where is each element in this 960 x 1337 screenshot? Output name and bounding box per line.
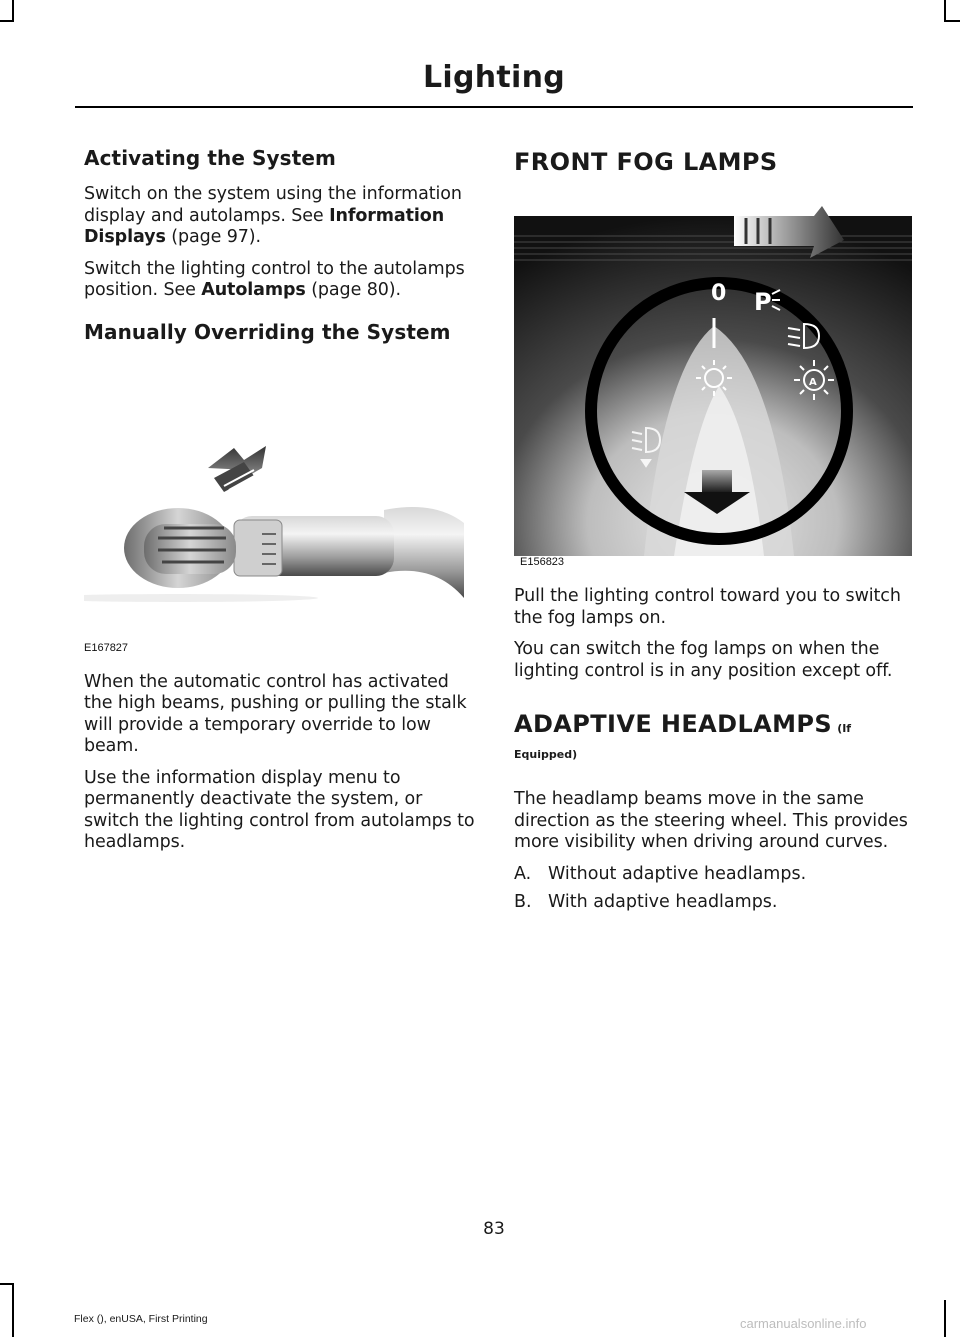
fog-position-paragraph: You can switch the fog lamps on when the lighting control is in any position except off.	[514, 639, 893, 681]
adaptive-paragraph: The headlamp beams move in the same direction as the steering wheel. This provides more visibility when driving around curves.	[514, 789, 908, 852]
crop-mark-top-right	[944, 0, 946, 22]
p2-text: Switch the lighting control to the autolamps position. See	[84, 258, 465, 300]
adaptive-if: (If	[837, 722, 852, 735]
activating-paragraph	[84, 184, 476, 249]
lighting-control-illustration	[514, 206, 912, 568]
p1-ref: (page 97).	[165, 227, 261, 247]
override-paragraph: When the automatic control has activated the high beams, pushing or pulling the stalk will provide a temporary override to low beam.	[84, 671, 467, 756]
stalk-body	[384, 506, 464, 597]
list-item-label: A.	[514, 863, 532, 884]
list-item-text: Without adaptive headlamps.	[548, 863, 807, 884]
crop-mark-top-right-h	[944, 20, 960, 22]
stalk-figure	[84, 358, 476, 658]
crop-mark-top-left	[12, 0, 14, 22]
activating-heading: Activating the System	[84, 146, 336, 170]
list-item-label: B.	[514, 892, 532, 912]
p1-text: Switch on the system using the information display and autolamps. See	[84, 184, 462, 226]
dial-parking-label: P	[754, 288, 772, 316]
adaptive-heading: ADAPTIVE HEADLAMPS	[514, 710, 833, 738]
push-arrow-icon	[208, 446, 266, 492]
page-title: Lighting	[422, 60, 566, 95]
figure-id-right: E156823	[520, 556, 565, 568]
fog-figure	[514, 206, 912, 568]
crop-mark-bottom-left-h	[0, 1283, 14, 1285]
deactivate-paragraph: Use the information display menu to permanently deactivate the system, or switch the lighting control from autolamps to headlamps.	[84, 767, 475, 852]
fog-heading: FRONT FOG LAMPS	[514, 148, 778, 176]
crop-mark-bottom-right	[944, 1300, 946, 1337]
list-item-text: With adaptive headlamps.	[548, 892, 778, 912]
header-rule	[75, 106, 913, 108]
right-column	[514, 146, 912, 921]
adaptive-list	[514, 864, 912, 914]
information-displays-link[interactable]: Information Displays	[84, 205, 445, 247]
stalk-illustration	[84, 358, 476, 658]
p2-ref: (page 80).	[305, 280, 401, 300]
dial-off-label: 0	[711, 281, 727, 306]
left-column	[84, 146, 476, 864]
autolamp-letter: A	[809, 377, 817, 388]
autolamps-paragraph	[84, 259, 476, 302]
crop-mark-bottom-left	[12, 1283, 14, 1337]
override-heading: Manually Overriding the System	[84, 319, 451, 344]
watermark: carmanualsonline.info	[740, 1316, 867, 1331]
autolamps-link[interactable]: Autolamps	[201, 280, 306, 300]
pull-fog-paragraph: Pull the lighting control toward you to switch the fog lamps on.	[514, 586, 901, 628]
list-item	[514, 864, 912, 886]
figure-id-left: E167827	[84, 641, 129, 654]
adaptive-equipped: Equipped)	[514, 748, 578, 761]
list-item	[514, 892, 912, 914]
adaptive-heading-block	[514, 710, 912, 761]
crop-mark-top-left-h	[0, 20, 14, 22]
footer-text: Flex (), enUSA, First Printing	[74, 1313, 208, 1325]
page-number: 83	[483, 1219, 505, 1239]
